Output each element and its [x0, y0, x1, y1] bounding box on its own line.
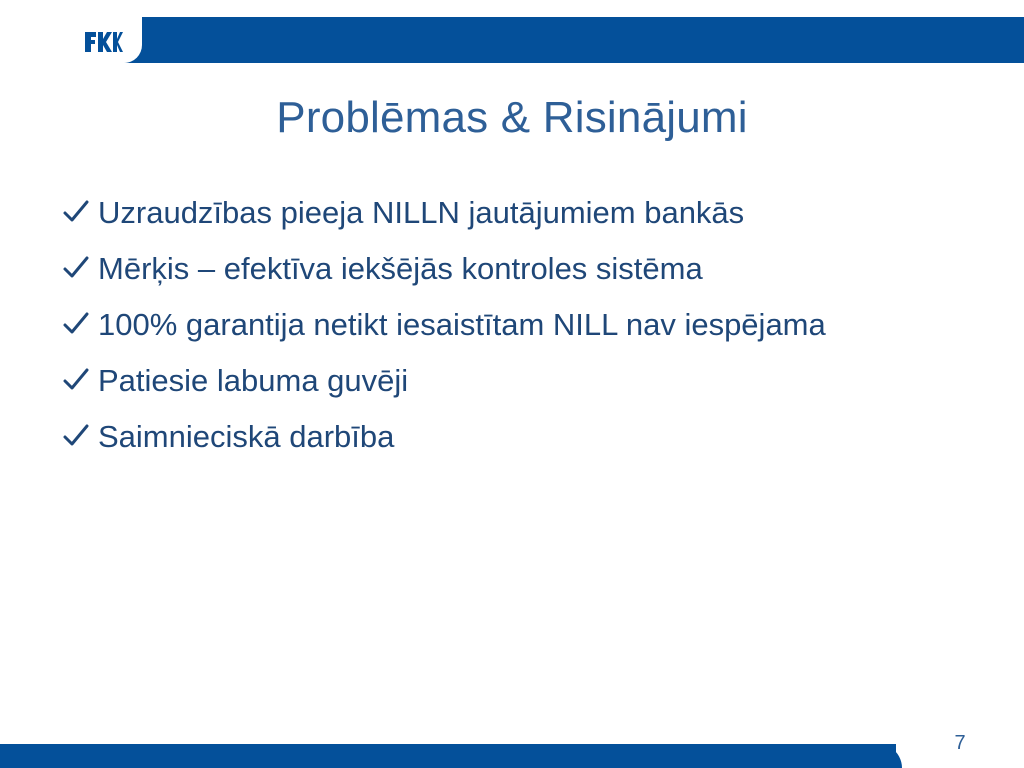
fkk-logo	[84, 30, 124, 54]
list-item	[62, 358, 962, 404]
bullet-list	[62, 190, 962, 470]
bullet-text: 100% garantija netikt iesaistītam NILL nav iespējama	[98, 307, 826, 342]
page-number: 7	[954, 732, 966, 754]
footer-band	[0, 744, 1024, 768]
checkmark-icon	[62, 310, 90, 338]
bullet-text: Uzraudzības pieeja NILLN jautājumiem bankās	[98, 195, 745, 230]
checkmark-icon	[62, 366, 90, 394]
checkmark-icon	[62, 198, 90, 226]
checkmark-icon	[62, 254, 90, 282]
checkmark-icon	[62, 422, 90, 450]
list-item	[62, 414, 962, 460]
header-band	[0, 17, 1024, 63]
bullet-text: Mērķis – efektīva iekšējās kontroles sistēma	[98, 251, 703, 286]
list-item	[62, 246, 962, 292]
list-item	[62, 302, 962, 348]
bullet-text: Patiesie labuma guvēji	[98, 363, 409, 398]
slide-title: Problēmas & Risinājumi	[276, 93, 748, 142]
bullet-text: Saimnieciskā darbība	[98, 419, 395, 454]
list-item	[62, 190, 962, 236]
